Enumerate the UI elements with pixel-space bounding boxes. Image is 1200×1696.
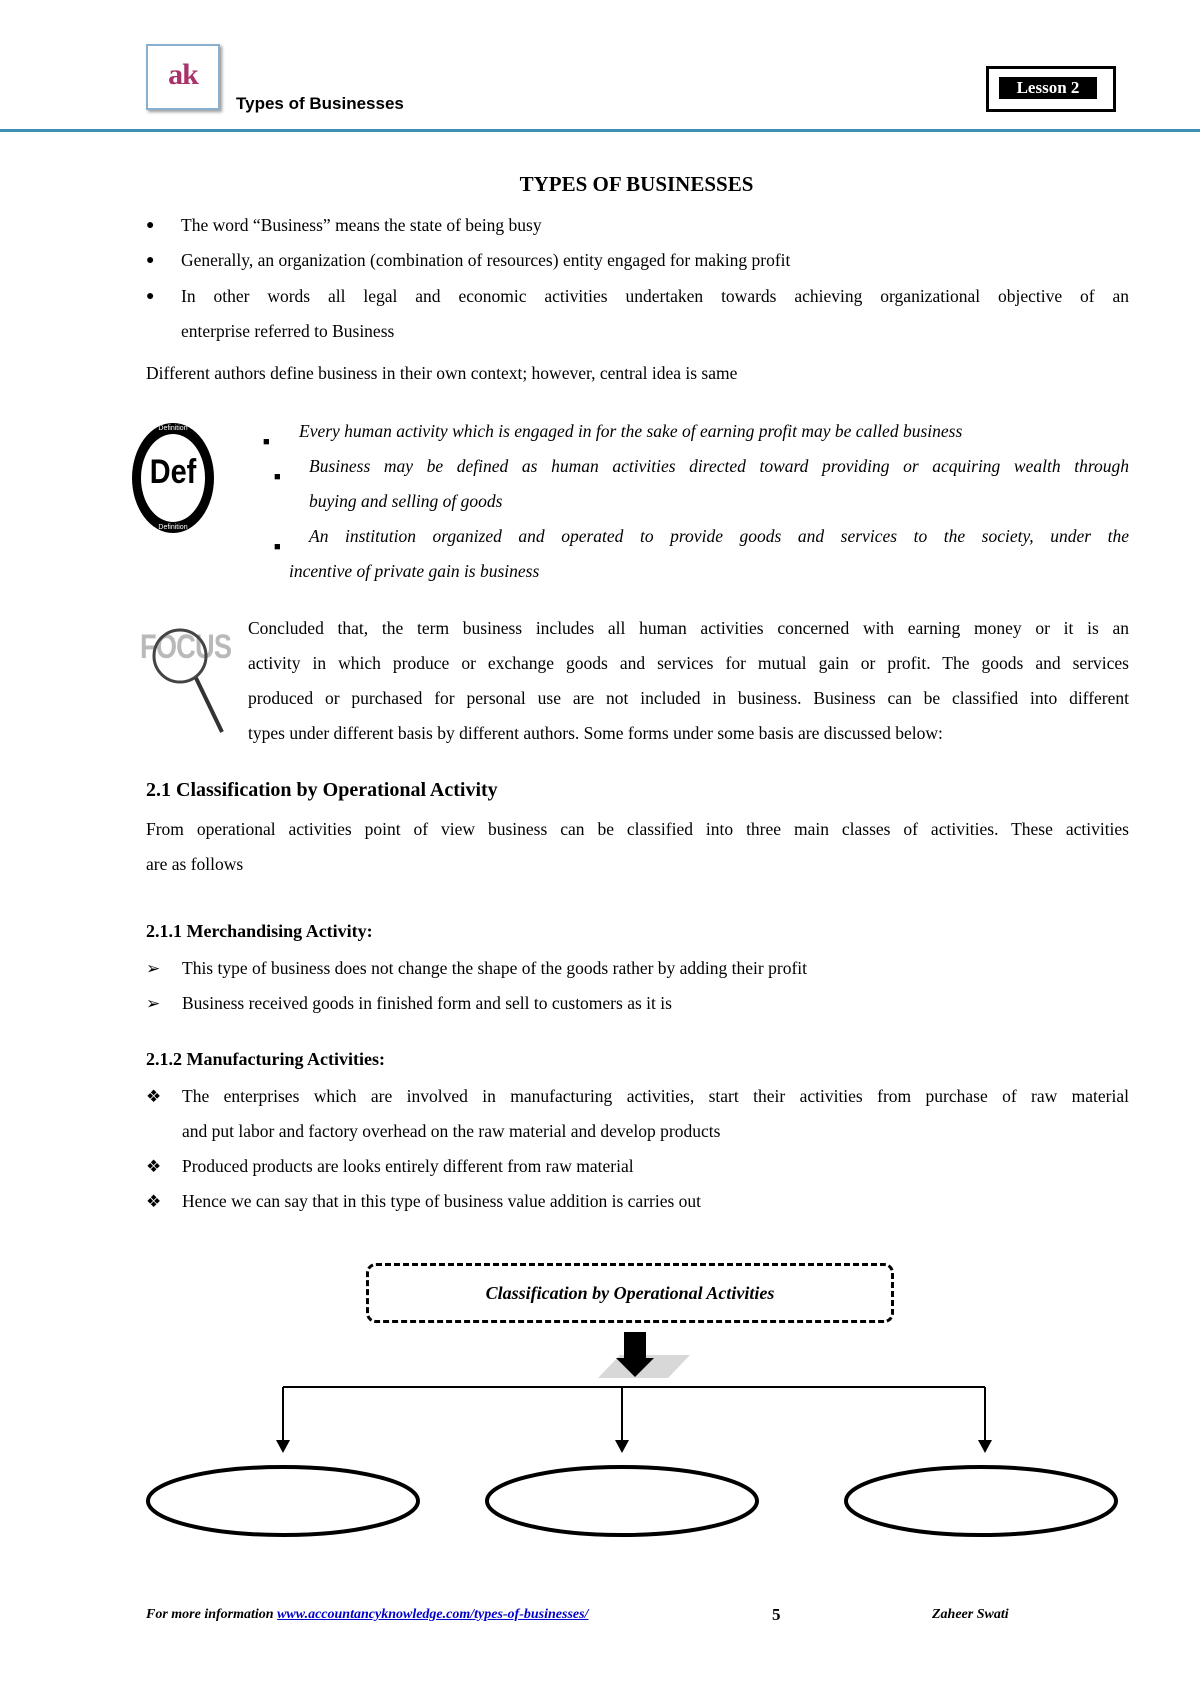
- arrow-bullet-icon: ➢: [146, 994, 161, 1013]
- manufacturing-bullet-continuation: and put labor and factory overhead on the raw material and develop products: [182, 1121, 721, 1141]
- bullet-dot-icon: ●: [146, 289, 155, 304]
- definition-item: Business may be defined as human activities directed toward providing or acquiring wealth through: [309, 456, 1129, 476]
- intro-bullet: In other words all legal and economic activities undertaken towards achieving organizational objective of an: [181, 286, 1129, 306]
- logo-text: ak: [168, 58, 198, 91]
- section-heading-2-1-2: 2.1.2 Manufacturing Activities:: [146, 1049, 385, 1069]
- definition-item-continuation: incentive of private gain is business: [289, 561, 540, 581]
- document-title: TYPES OF BUSINESSES: [519, 172, 754, 196]
- connector-arrowhead-middle: [615, 1440, 629, 1453]
- manufacturing-bullet: Produced products are looks entirely different from raw material: [182, 1156, 634, 1176]
- diamond-bullet-icon: ❖: [146, 1157, 162, 1176]
- intro-paragraph: Different authors define business in their own context; however, central idea is same: [146, 363, 738, 383]
- manufacturing-bullet: Hence we can say that in this type of business value addition is carries out: [182, 1191, 702, 1211]
- header-title: Types of Businesses: [236, 94, 404, 113]
- definition-icon-text: Def: [149, 453, 197, 491]
- footer-prefix: For more information: [146, 1607, 274, 1622]
- square-bullet-icon: ■: [274, 541, 281, 553]
- classification-box: Classification by Operational Activities: [366, 1263, 894, 1323]
- intro-bullet: Generally, an organization (combination of resources) entity engaged for making profit: [181, 250, 791, 270]
- definition-item-continuation: buying and selling of goods: [309, 491, 503, 511]
- footer-link[interactable]: www.accountancyknowledge.com/types-of-businesses/: [277, 1607, 589, 1622]
- connector-arrowhead-right: [978, 1440, 992, 1453]
- down-block-arrow: [624, 1332, 646, 1360]
- definition-icon-bottom-text: Definition: [158, 524, 188, 531]
- definition-icon-top-text: Definition: [158, 425, 188, 432]
- section-2-1-paragraph-line: From operational activities point of view business can be classified into three main classes of activities. These activities: [146, 819, 1129, 839]
- intro-bullet: The word “Business” means the state of being busy: [181, 215, 542, 235]
- footer-author: Zaheer Swati: [932, 1607, 1009, 1622]
- focus-icon-text: FOCUS: [140, 628, 232, 666]
- diamond-bullet-icon: ❖: [146, 1192, 162, 1211]
- definition-item: An institution organized and operated to provide goods and services to the society, under the: [309, 526, 1129, 546]
- bullet-dot-icon: ●: [146, 253, 155, 268]
- category-ellipse-left: [148, 1467, 418, 1535]
- focus-line: activity in which produce or exchange goods and services for mutual gain or profit. The goods and services: [248, 653, 1129, 673]
- manufacturing-bullet: The enterprises which are involved in manufacturing activities, start their activities from purchase of raw material: [182, 1086, 1129, 1106]
- page-number: 5: [772, 1605, 781, 1624]
- focus-line: types under different basis by different authors. Some forms under some basis are discussed below:: [248, 723, 943, 743]
- section-heading-2-1: 2.1 Classification by Operational Activity: [146, 779, 498, 801]
- bullet-dot-icon: ●: [146, 218, 155, 233]
- footer-info: [146, 1607, 588, 1623]
- category-ellipse-middle: [487, 1467, 757, 1535]
- connector-arrowhead-left: [276, 1440, 290, 1453]
- focus-line: Concluded that, the term business includes all human activities concerned with earning money or it is an: [248, 618, 1129, 638]
- square-bullet-icon: ■: [263, 436, 270, 448]
- definition-item: Every human activity which is engaged in for the sake of earning profit may be called business: [299, 421, 963, 441]
- category-ellipse-right: [846, 1467, 1116, 1535]
- merchandising-bullet: Business received goods in finished form and sell to customers as it is: [182, 993, 672, 1013]
- arrow-bullet-icon: ➢: [146, 959, 161, 978]
- focus-line: produced or purchased for personal use are not included in business. Business can be classified into different: [248, 688, 1129, 708]
- section-2-1-paragraph-line: are as follows: [146, 854, 244, 874]
- merchandising-bullet: This type of business does not change the shape of the goods rather by adding their profit: [182, 958, 807, 978]
- diamond-bullet-icon: ❖: [146, 1087, 162, 1106]
- intro-bullet-continuation: enterprise referred to Business: [181, 321, 395, 341]
- section-heading-2-1-1: 2.1.1 Merchandising Activity:: [146, 921, 373, 941]
- lesson-label: Lesson 2: [999, 77, 1097, 99]
- square-bullet-icon: ■: [274, 471, 281, 483]
